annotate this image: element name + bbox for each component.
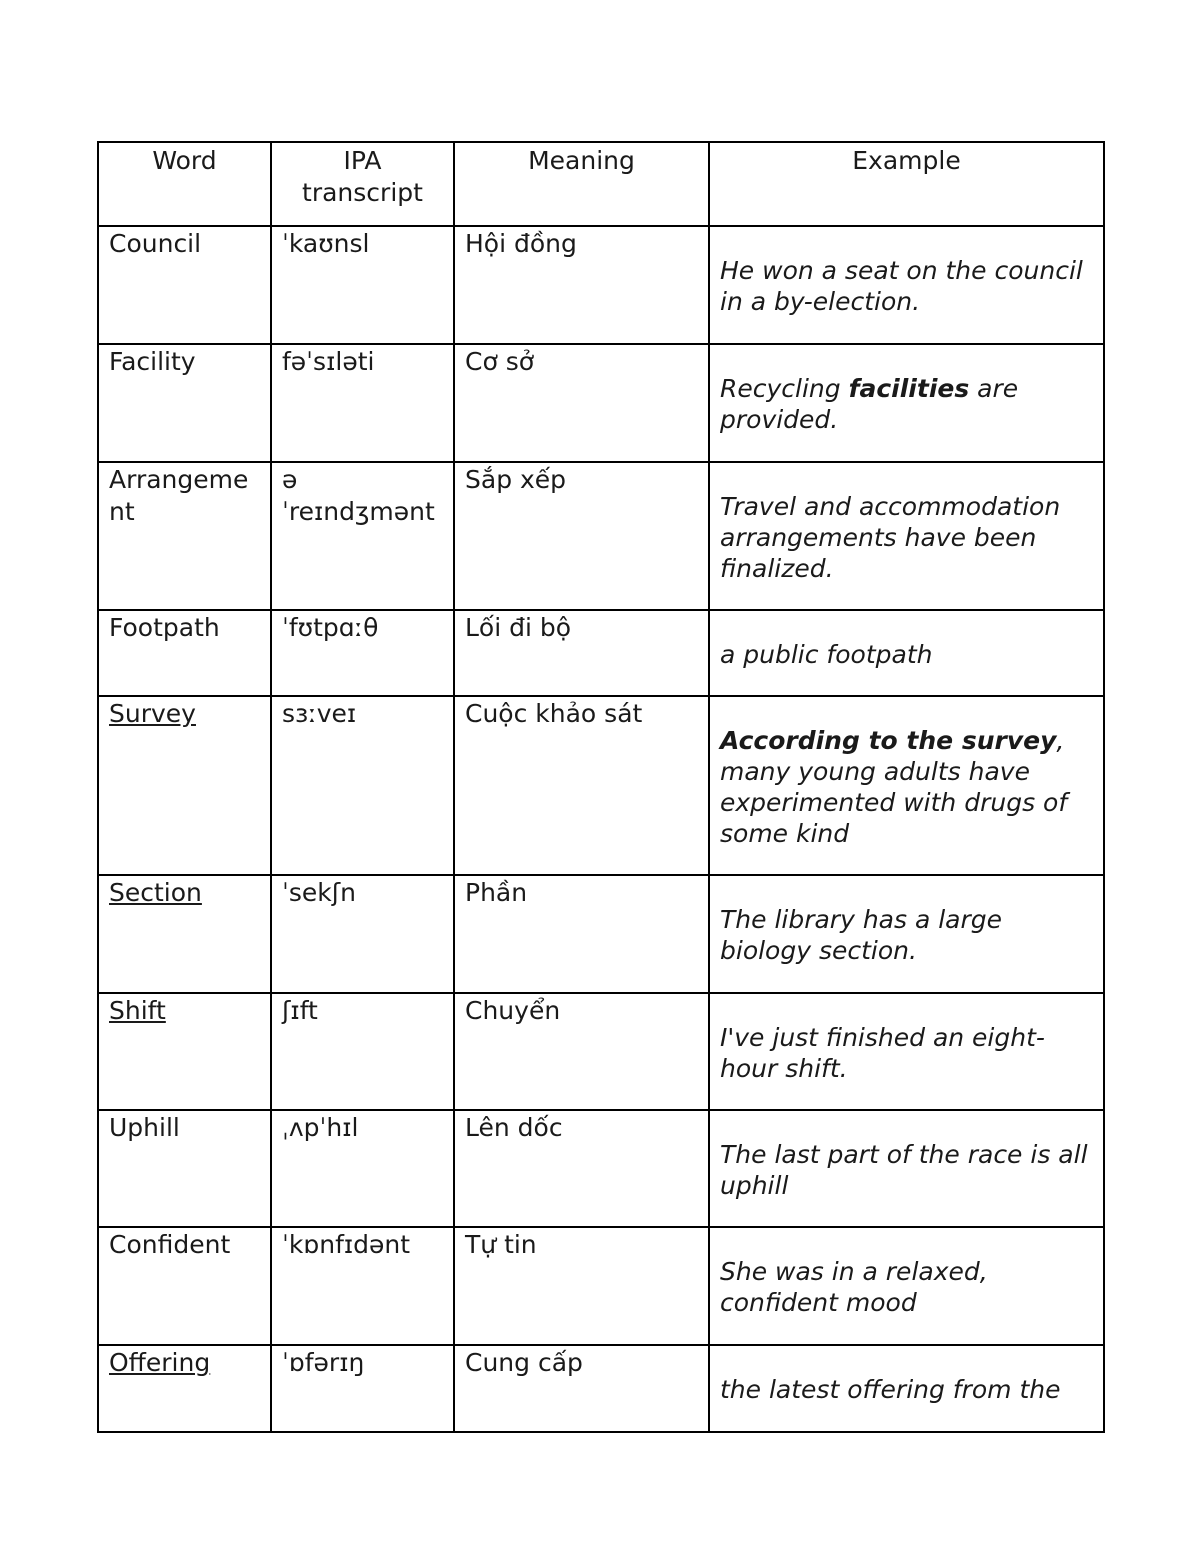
table-row (98, 610, 1104, 696)
ipa-cell: ˈfʊtpɑːθ (271, 610, 454, 696)
ipa-cell: ˈkaʊnsl (271, 226, 454, 344)
meaning-cell: Cơ sở (454, 344, 709, 462)
table-header-row (98, 142, 1104, 226)
meaning-cell: Cuộc khảo sát (454, 696, 709, 875)
meaning-cell: Tự tin (454, 1227, 709, 1345)
meaning-cell: Hội đồng (454, 226, 709, 344)
table-row (98, 696, 1104, 875)
meaning-cell: Cung cấp (454, 1345, 709, 1432)
word-cell: Council (98, 226, 271, 344)
table-row (98, 226, 1104, 344)
meaning-cell: Chuyển (454, 993, 709, 1110)
table-row (98, 993, 1104, 1110)
header-ipa: IPA transcript (271, 142, 454, 226)
example-cell (709, 610, 1104, 696)
ipa-cell: ˈɒfərɪŋ (271, 1345, 454, 1432)
example-cell (709, 462, 1104, 610)
example-cell (709, 226, 1104, 344)
example-text: He won a seat on the council in a by-election. (720, 256, 1083, 316)
ipa-cell: ˈkɒnfɪdənt (271, 1227, 454, 1345)
example-text: Recycling (720, 374, 849, 403)
vocabulary-table (97, 141, 1105, 1433)
example-text: The library has a large biology section. (720, 905, 1003, 965)
example-cell (709, 875, 1104, 993)
table-row (98, 1345, 1104, 1432)
table-row (98, 1227, 1104, 1345)
example-text-tail: , many young adults have experimented with drugs of some kind (720, 726, 1068, 848)
meaning-cell: Lên dốc (454, 1110, 709, 1227)
ipa-cell: ˈsekʃn (271, 875, 454, 993)
word-cell: Offering (98, 1345, 271, 1432)
header-meaning: Meaning (454, 142, 709, 226)
example-text: Travel and accommodation arrangements have been finalized. (720, 492, 1061, 583)
ipa-cell: fəˈsɪləti (271, 344, 454, 462)
word-cell: Uphill (98, 1110, 271, 1227)
ipa-cell: sɜːveɪ (271, 696, 454, 875)
ipa-cell: ʃɪft (271, 993, 454, 1110)
meaning-cell: Phần (454, 875, 709, 993)
meaning-cell: Lối đi bộ (454, 610, 709, 696)
header-example: Example (709, 142, 1104, 226)
example-text: a public footpath (720, 640, 933, 669)
header-word: Word (98, 142, 271, 226)
table-row (98, 462, 1104, 610)
word-cell: Confident (98, 1227, 271, 1345)
example-cell (709, 993, 1104, 1110)
example-text: I've just finished an eight-hour shift. (720, 1023, 1045, 1083)
example-cell (709, 1227, 1104, 1345)
word-cell: Section (98, 875, 271, 993)
example-text: She was in a relaxed, confident mood (720, 1257, 988, 1317)
example-cell (709, 696, 1104, 875)
ipa-cell: ə ˈreɪndʒmənt (271, 462, 454, 610)
word-cell: Survey (98, 696, 271, 875)
example-bold-text: According to the survey (720, 726, 1057, 755)
word-cell: Shift (98, 993, 271, 1110)
example-text-tail: are provided. (720, 374, 1019, 434)
word-cell: Footpath (98, 610, 271, 696)
table-row (98, 1110, 1104, 1227)
example-text: The last part of the race is all uphill (720, 1140, 1088, 1200)
table-row (98, 344, 1104, 462)
word-cell: Arrangement (98, 462, 271, 610)
ipa-cell: ˌʌpˈhɪl (271, 1110, 454, 1227)
example-cell (709, 1345, 1104, 1432)
example-bold-text: facilities (848, 374, 970, 403)
example-cell (709, 344, 1104, 462)
meaning-cell: Sắp xếp (454, 462, 709, 610)
example-text: the latest offering from the (720, 1375, 1061, 1404)
example-cell (709, 1110, 1104, 1227)
table-row (98, 875, 1104, 993)
word-cell: Facility (98, 344, 271, 462)
